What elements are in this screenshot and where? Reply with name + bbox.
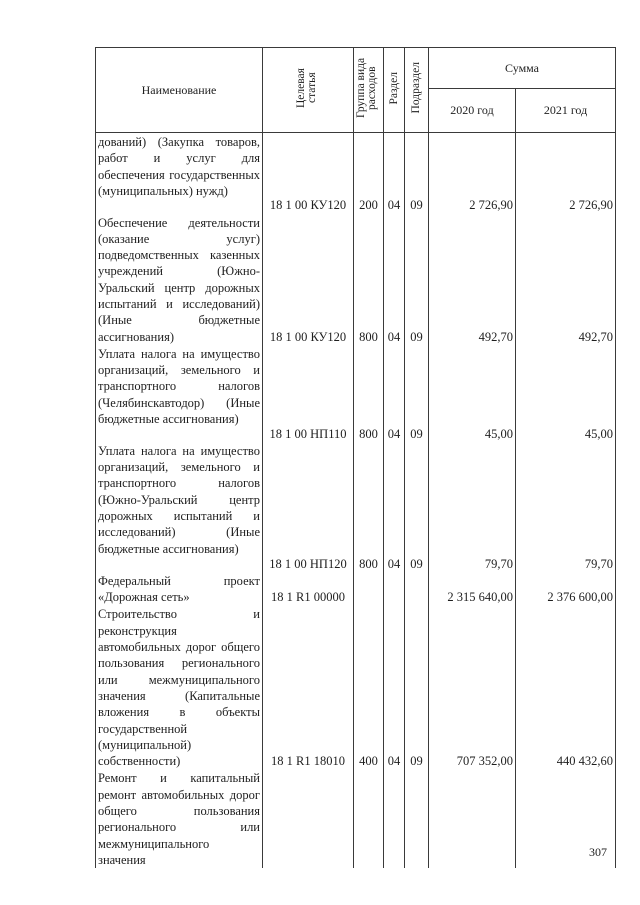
- table-row: [96, 572, 616, 606]
- row-expense-group: [354, 572, 384, 606]
- row-amount-2021: 2 376 600,00: [516, 572, 616, 606]
- row-target-article: [263, 769, 354, 868]
- row-subsection: 09: [405, 605, 429, 769]
- row-target-article: 18 1 00 КУ120: [263, 133, 354, 214]
- row-target-article: 18 1 00 НП120: [263, 442, 354, 572]
- row-target-article: 18 1 00 КУ120: [263, 214, 354, 345]
- row-name: Уплата налога на имущество организаций, земельного и транспортного налогов (Южно-Уральский центр дорожных испытаний и исследований) (Иные бюджетные ассигнования): [96, 442, 263, 572]
- row-subsection: 09: [405, 214, 429, 345]
- row-expense-group: [354, 769, 384, 868]
- header-name: Наименование: [96, 48, 263, 133]
- row-name: Строительство и реконструкция автомобильных дорог общего пользования регионального или межмуниципального значения (Капитальные вложения в объекты государственной (муниципальной) собственности): [96, 605, 263, 769]
- row-amount-2020: 2 726,90: [429, 133, 516, 214]
- row-section: 04: [384, 605, 405, 769]
- row-subsection: 09: [405, 442, 429, 572]
- row-amount-2020: [429, 769, 516, 868]
- row-section: [384, 769, 405, 868]
- page-number: 307: [589, 845, 607, 859]
- table-row: [96, 345, 616, 442]
- row-subsection: 09: [405, 345, 429, 442]
- row-amount-2020: 79,70: [429, 442, 516, 572]
- row-amount-2021: 79,70: [516, 442, 616, 572]
- header-sum: Сумма: [429, 48, 616, 89]
- row-target-article: 18 1 00 НП110: [263, 345, 354, 442]
- table-row: [96, 442, 616, 572]
- header-subsection: Подраздел: [405, 48, 429, 133]
- row-section: 04: [384, 345, 405, 442]
- row-subsection: [405, 572, 429, 606]
- row-section: 04: [384, 214, 405, 345]
- budget-table: [95, 47, 616, 868]
- header-expense-group: Группа вида расходов: [354, 48, 384, 133]
- row-amount-2021: 440 432,60: [516, 605, 616, 769]
- header-year-2021: 2021 год: [516, 89, 616, 133]
- row-amount-2020: 2 315 640,00: [429, 572, 516, 606]
- row-subsection: 09: [405, 133, 429, 214]
- row-expense-group: 400: [354, 605, 384, 769]
- header-section: Раздел: [384, 48, 405, 133]
- row-target-article: 18 1 R1 18010: [263, 605, 354, 769]
- row-expense-group: 200: [354, 133, 384, 214]
- row-section: [384, 572, 405, 606]
- row-name: Уплата налога на имущество организаций, земельного и транспортного налогов (Челябинскавтодор) (Иные бюджетные ассигнования): [96, 345, 263, 442]
- table-row: [96, 214, 616, 345]
- row-section: 04: [384, 133, 405, 214]
- table-row: [96, 769, 616, 868]
- header-year-2020: 2020 год: [429, 89, 516, 133]
- table-row: [96, 133, 616, 214]
- row-subsection: [405, 769, 429, 868]
- row-target-article: 18 1 R1 00000: [263, 572, 354, 606]
- row-amount-2020: 45,00: [429, 345, 516, 442]
- row-amount-2020: 707 352,00: [429, 605, 516, 769]
- row-amount-2020: 492,70: [429, 214, 516, 345]
- row-amount-2021: 492,70: [516, 214, 616, 345]
- header-target-article: Целевая статья: [263, 48, 354, 133]
- row-name: Обеспечение деятельности (оказание услуг) подведомственных казенных учреждений (Южно-Уральский центр дорожных испытаний и исследований) (Иные бюджетные ассигнования): [96, 214, 263, 345]
- row-expense-group: 800: [354, 345, 384, 442]
- table-row: [96, 605, 616, 769]
- row-amount-2021: 45,00: [516, 345, 616, 442]
- row-section: 04: [384, 442, 405, 572]
- row-name: Ремонт и капитальный ремонт автомобильных дорог общего пользования регионального или межмуниципального значения: [96, 769, 263, 868]
- row-expense-group: 800: [354, 214, 384, 345]
- row-name: Федеральный проект «Дорожная сеть»: [96, 572, 263, 606]
- row-amount-2021: 2 726,90: [516, 133, 616, 214]
- row-name: дований) (Закупка товаров, работ и услуг для обеспечения государственных (муниципальных) нужд): [96, 133, 263, 214]
- row-expense-group: 800: [354, 442, 384, 572]
